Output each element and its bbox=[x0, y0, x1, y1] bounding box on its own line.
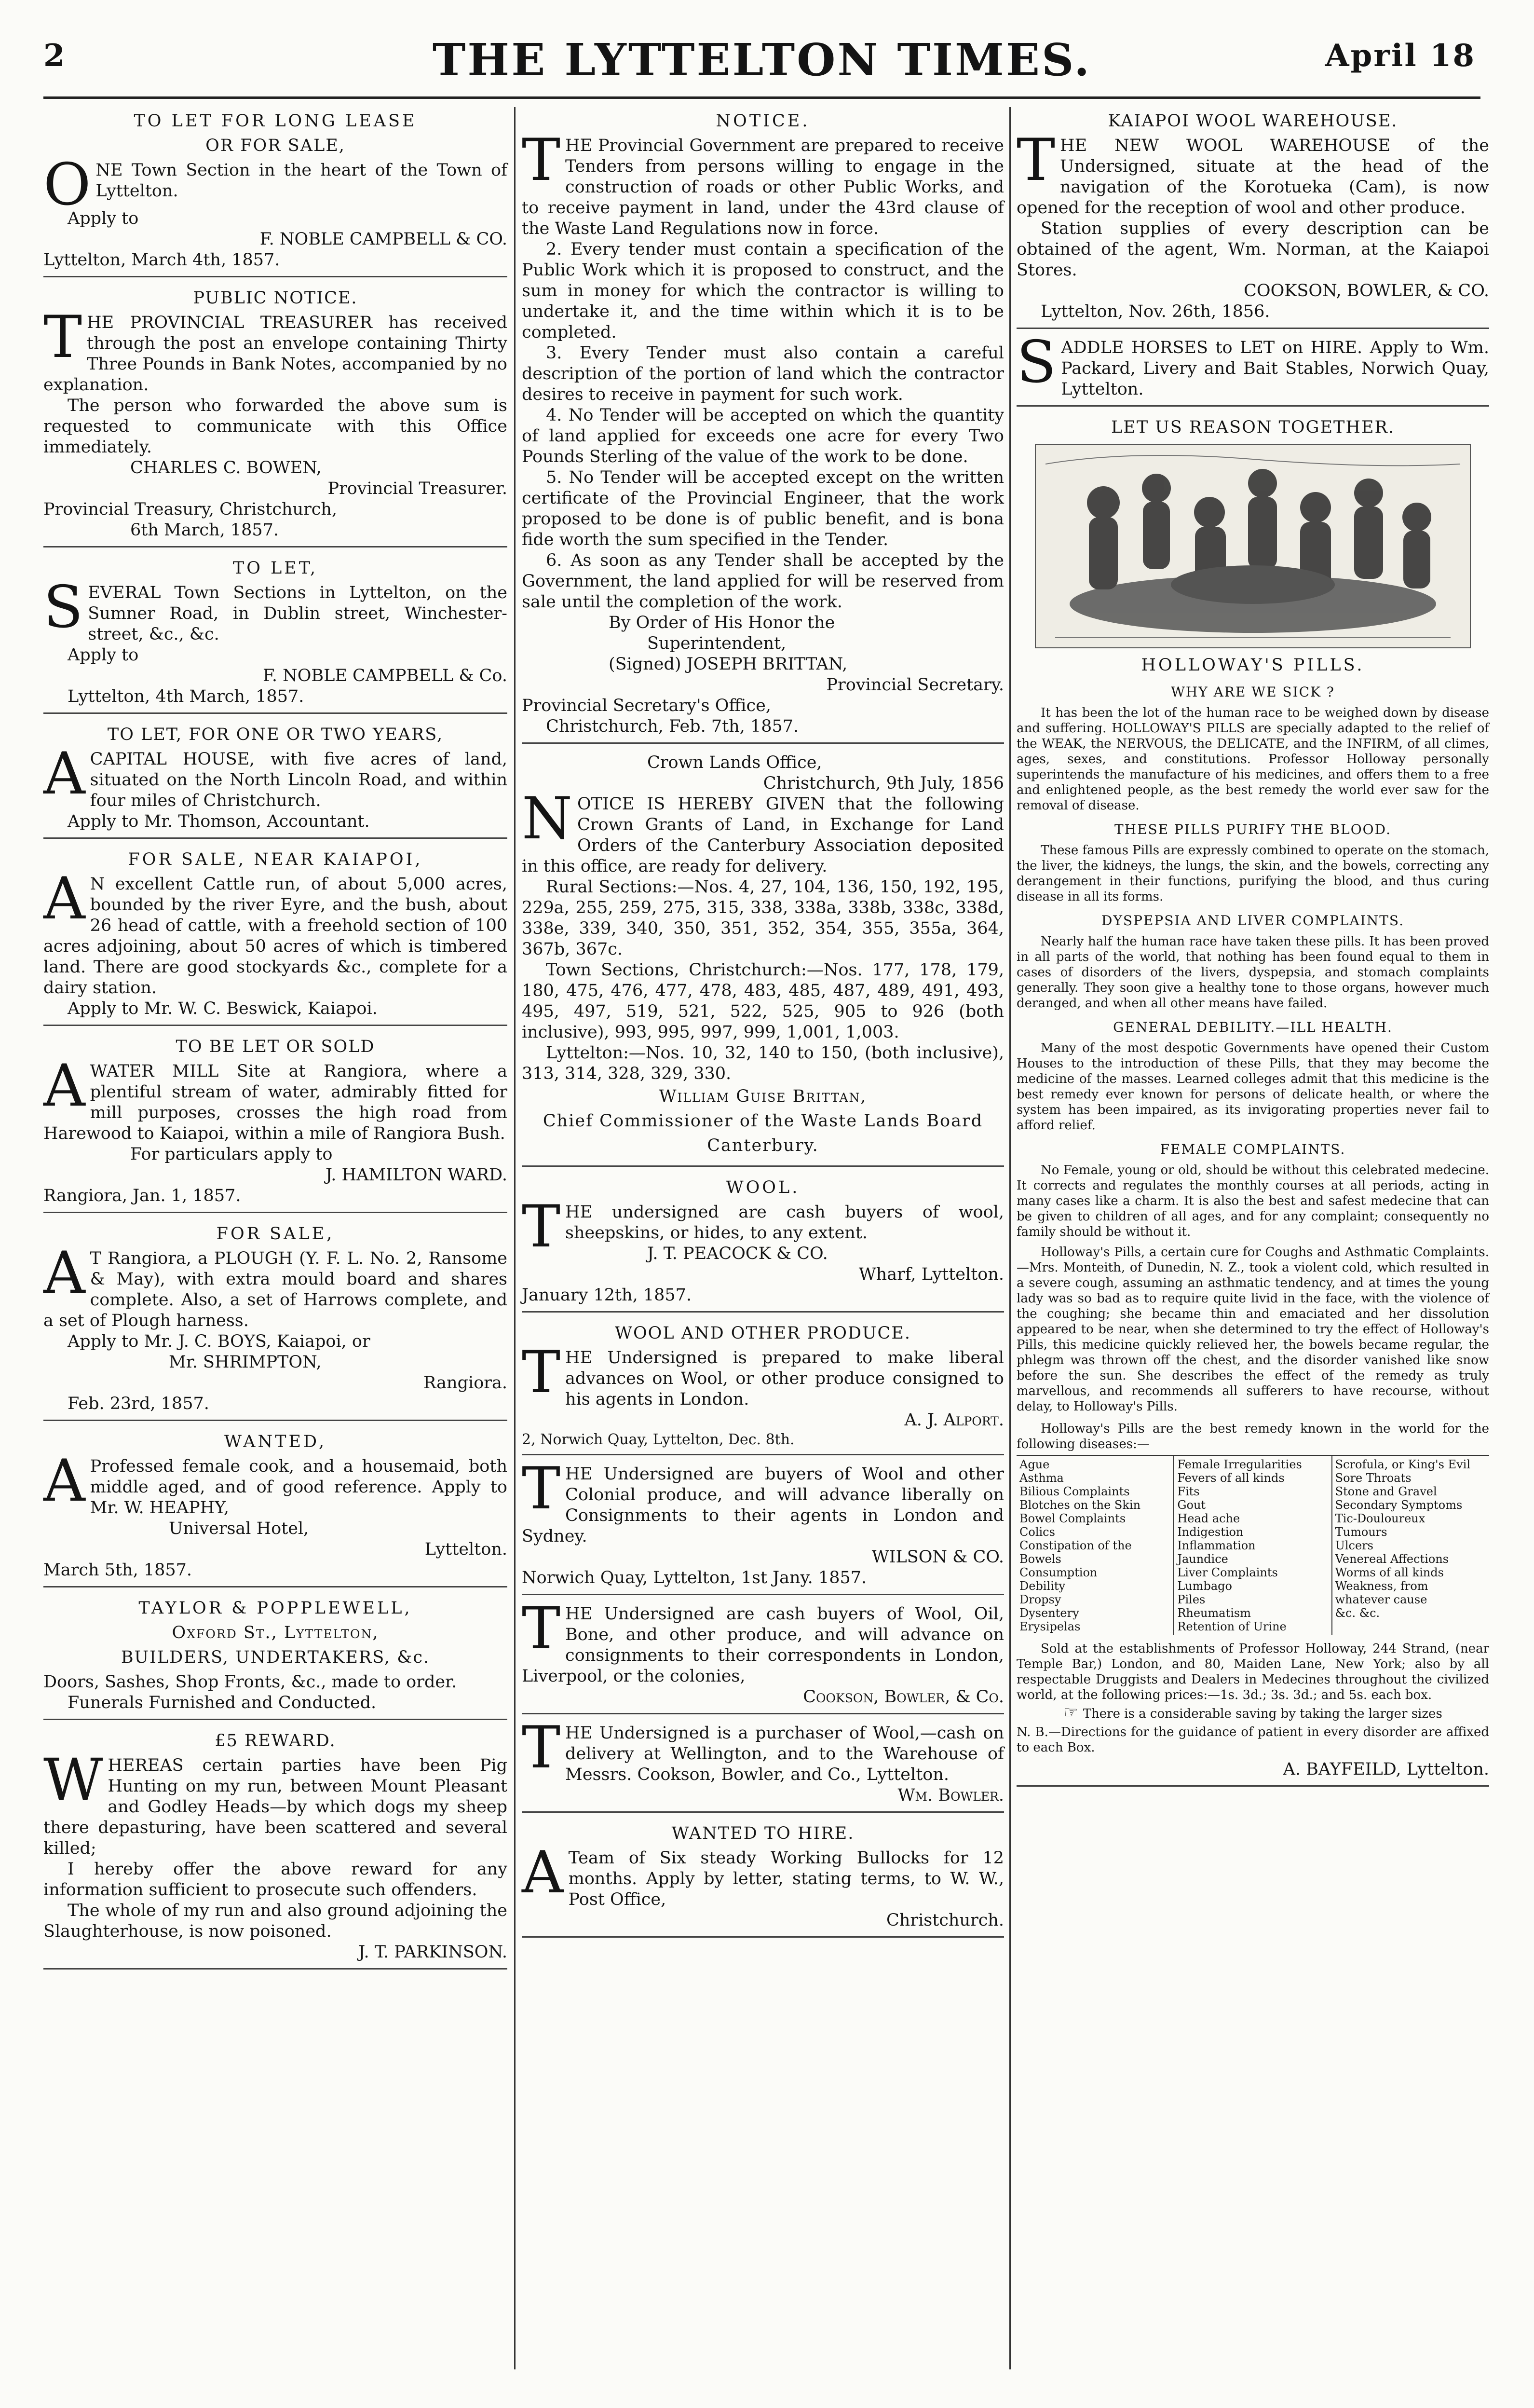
ad-heading: PUBLIC NOTICE. bbox=[193, 288, 358, 308]
issue-date: April 18 bbox=[1325, 38, 1476, 74]
ad-rural-sections: Rural Sections:—Nos. 4, 27, 104, 136, 150, 192, 195, 229a, 255, 259, 275, 315, 338, 338a, 338b, 338c, 338d, 338e, 339, 340, 350, 351, 352, 354, 355, 355a, 364, 367b, 367c. bbox=[522, 877, 1004, 959]
disease-item: Piles bbox=[1177, 1593, 1206, 1606]
ad-body: The whole of my run and also ground adjoining the Slaughterhouse, is now poisoned. bbox=[43, 1901, 507, 1941]
ad-body: Professed female cook, and a housemaid, both middle aged, and of good reference. Apply to Mr. W. HEAPHY, bbox=[90, 1457, 507, 1518]
disease-item: &c. &c. bbox=[1335, 1606, 1380, 1620]
drop-cap: T bbox=[522, 1193, 561, 1260]
disease-item: Sore Throats bbox=[1335, 1471, 1412, 1485]
disease-item: Gout bbox=[1177, 1498, 1206, 1512]
disease-item: Retention of Urine bbox=[1177, 1620, 1287, 1633]
ad-heading: WOOL. bbox=[726, 1178, 800, 1197]
nb-note: N. B.—Directions for the guidance of patient in every disorder are affixed to each Box. bbox=[1017, 1725, 1489, 1755]
ad-builders bbox=[43, 1594, 507, 1720]
ad-to-let bbox=[43, 554, 507, 714]
ad-heading: TAYLOR & POPPLEWELL, bbox=[138, 1599, 412, 1618]
sold-at: Sold at the establishments of Professor Holloway, 244 Strand, (near Temple Bar,) London, and 80, Maiden Lane, New York; also by all respectable Druggists and Dealers in Medecines throughout the civilized world, at the following prices:—1s. 3d.; 3s. 3d.; and 5s. each box. bbox=[1017, 1642, 1489, 1702]
drop-cap: A bbox=[522, 1839, 564, 1906]
ad-date: Christchurch, Feb. 7th, 1857. bbox=[546, 717, 799, 736]
ad-date: Lyttelton, 4th March, 1857. bbox=[68, 687, 304, 706]
ad-role: Provincial Secretary. bbox=[826, 675, 1004, 695]
ad-heading: LET US REASON TOGETHER. bbox=[1111, 418, 1395, 437]
disease-item: Worms of all kinds bbox=[1335, 1566, 1444, 1579]
ad-date: 6th March, 1857. bbox=[130, 520, 279, 540]
ad-body: Funerals Furnished and Conducted. bbox=[68, 1693, 377, 1712]
ad-cattle-run bbox=[43, 846, 507, 1026]
column-rule bbox=[1009, 107, 1011, 2369]
ad-wool-produce bbox=[522, 1319, 1004, 1455]
ad-kaiapoi-warehouse bbox=[1017, 107, 1489, 329]
ad-name: F. NOBLE CAMPBELL & CO. bbox=[259, 230, 507, 249]
ad-trade: BUILDERS, UNDERTAKERS, &c. bbox=[121, 1648, 430, 1667]
ad-body: 4. No Tender will be accepted on which the quantity of land applied for exceeds one acre for every Two Pounds Sterling of the value of the work to be done. bbox=[522, 406, 1004, 466]
ad-date: Christchurch, 9th July, 1856 bbox=[763, 774, 1004, 793]
drop-cap: T bbox=[522, 127, 561, 194]
ad-wool bbox=[522, 1174, 1004, 1313]
ad-heading: WANTED, bbox=[224, 1432, 326, 1451]
disease-item: Colics bbox=[1019, 1525, 1055, 1539]
agent-name: A. BAYFEILD, Lyttelton. bbox=[1283, 1760, 1489, 1779]
ad-heading: £5 REWARD. bbox=[215, 1731, 336, 1751]
ad-place: Provincial Treasury, Christchurch, bbox=[43, 500, 338, 519]
ad-body: 6. As soon as any Tender shall be accepted by the Government, the land applied for will be reserved from sale until the completion of the work. bbox=[522, 551, 1004, 612]
ad-plough bbox=[43, 1220, 507, 1421]
ad-name: F. NOBLE CAMPBELL & Co. bbox=[262, 666, 507, 685]
ad-date: Feb. 23rd, 1857. bbox=[68, 1394, 209, 1413]
diseases-column bbox=[1017, 1456, 1174, 1635]
ad-place: Lyttelton. bbox=[424, 1540, 507, 1559]
ad-name: J. HAMILTON WARD. bbox=[325, 1165, 507, 1185]
disease-item: Weakness, from whatever cause bbox=[1335, 1579, 1428, 1606]
disease-item: Bilious Complaints bbox=[1019, 1485, 1130, 1498]
disease-item: Inflammation bbox=[1177, 1539, 1256, 1552]
newspaper-title: THE LYTTELTON TIMES. bbox=[432, 34, 1092, 86]
ad-body: T Rangiora, a PLOUGH (Y. F. L. No. 2, Ransome & May), with extra mould board and shares complete. Also, a set of Harrows complete, and a set of Plough harness. bbox=[43, 1249, 507, 1330]
disease-item: Scrofula, or King's Evil bbox=[1335, 1458, 1470, 1471]
ad-order: By Order of His Honor the bbox=[609, 613, 835, 632]
ad-body: EVERAL Town Sections in Lyttelton, on the Sumner Road, in Dublin street, Winchester-street, &c., &c. bbox=[88, 583, 507, 644]
disease-item: Secondary Symptoms bbox=[1335, 1498, 1463, 1512]
drop-cap: T bbox=[522, 1595, 561, 1662]
ad-address: Oxford St., Lyttelton, bbox=[172, 1623, 379, 1642]
ad-crown-lands bbox=[522, 751, 1004, 1167]
column-left bbox=[43, 107, 507, 1970]
ad-heading: TO LET, FOR ONE OR TWO YEARS, bbox=[107, 725, 444, 744]
ad-date: March 5th, 1857. bbox=[43, 1560, 192, 1580]
ad-wanted bbox=[43, 1428, 507, 1587]
ad-name: Cookson, Bowler, & Co. bbox=[803, 1687, 1004, 1707]
ad-apply: Apply to bbox=[68, 645, 139, 665]
ad-body: HE undersigned are cash buyers of wool, sheepskins, or hides, to any extent. bbox=[565, 1203, 1004, 1243]
disease-item: Consumption bbox=[1019, 1566, 1098, 1579]
disease-item: Fits bbox=[1177, 1485, 1200, 1498]
ad-apply: Apply to Mr. W. C. Beswick, Kaiapoi. bbox=[68, 999, 378, 1018]
ad-body: N excellent Cattle run, of about 5,000 acres, bounded by the river Eyre, and the bush, about 26 head of cattle, with a freehold section of 100 acres adjoining, about 50 acres of which is timbered land. There are good stockyards &c., complete for a dairy station. bbox=[43, 875, 507, 998]
ad-date: Rangiora, Jan. 1, 1857. bbox=[43, 1186, 241, 1205]
ad-body: WATER MILL Site at Rangiora, where a plentiful stream of water, admirably fitted for mill purposes, crosses the high road from Harewood to Kaiapoi, within a mile of Rangiora Bush. bbox=[43, 1062, 507, 1143]
ad-heading: TO BE LET OR SOLD bbox=[176, 1037, 375, 1056]
column-rule bbox=[514, 107, 516, 2369]
section-body: It has been the lot of the human race to be weighed down by disease and suffering. HOLLOWAY'S PILLS are specially adapted to the relief of the WEAK, the NERVOUS, the DELICATE, and the INFIRM, of all climes, ages, sexes, and constitutions. Professor Holloway personally superintends the manufacture of his medicines, and offers them to a free and enlightened people, as the best remedy the world ever saw for the removal of disease. bbox=[1017, 706, 1489, 813]
section-heading: GENERAL DEBILITY.—ILL HEALTH. bbox=[1113, 1019, 1393, 1035]
disease-item: Dropsy bbox=[1019, 1593, 1061, 1606]
ad-date: Lyttelton, March 4th, 1857. bbox=[43, 250, 280, 270]
ad-name: Wm. Bowler. bbox=[897, 1786, 1004, 1805]
ad-body: ADDLE HORSES to LET on HIRE. Apply to Wm. Packard, Livery and Bait Stables, Norwich Quay, Lyttelton. bbox=[1061, 338, 1489, 399]
ad-name: COOKSON, BOWLER, & CO. bbox=[1244, 281, 1489, 301]
ad-reward bbox=[43, 1727, 507, 1970]
ad-body: HE PROVINCIAL TREASURER has received through the post an envelope containing Thirty Three Pounds in Bank Notes, accompanied by no explanation. bbox=[43, 313, 507, 395]
disease-item: Stone and Gravel bbox=[1335, 1485, 1437, 1498]
ad-heading: NOTICE. bbox=[716, 111, 810, 131]
drop-cap: S bbox=[43, 574, 83, 641]
disease-item: Bowel Complaints bbox=[1019, 1512, 1126, 1525]
disease-item: Venereal Affections bbox=[1335, 1552, 1449, 1566]
ad-body: NE Town Section in the heart of the Town of Lyttelton. bbox=[95, 161, 507, 201]
disease-item: Rheumatism bbox=[1177, 1606, 1251, 1620]
diseases-column bbox=[1332, 1456, 1489, 1635]
disease-item: Debility bbox=[1019, 1579, 1066, 1593]
pointing-hand-icon: ☞ bbox=[1063, 1703, 1078, 1722]
ad-body: I hereby offer the above reward for any information sufficient to prosecute such offenders. bbox=[43, 1860, 507, 1900]
ad-heading: FOR SALE, NEAR KAIAPOI, bbox=[128, 850, 423, 869]
disease-item: Lumbago bbox=[1177, 1579, 1232, 1593]
ad-saddle-horses bbox=[1017, 329, 1489, 407]
drop-cap: O bbox=[43, 151, 91, 219]
ad-cookson bbox=[522, 1595, 1004, 1714]
disease-item: Female Irregularities bbox=[1177, 1458, 1302, 1471]
ad-body: 3. Every Tender must also contain a careful description of the portion of land which the contractor desires to receive in payment for such work. bbox=[522, 343, 1004, 404]
section-heading: WHY ARE WE SICK ? bbox=[1171, 684, 1335, 700]
ad-name: WILSON & CO. bbox=[871, 1547, 1004, 1567]
ad-name: J. T. PEACOCK & CO. bbox=[647, 1244, 828, 1263]
ad-body: Station supplies of every description can be obtained of the agent, Wm. Norman, at the Kaiapoi Stores. bbox=[1017, 219, 1489, 280]
ad-body: HE Undersigned is a purchaser of Wool,—cash on delivery at Wellington, and to the Warehouse of Messrs. Cookson, Bowler, and Co., Lyttelton. bbox=[565, 1724, 1004, 1784]
ad-date: January 12th, 1857. bbox=[522, 1286, 692, 1305]
ad-body: HE NEW WOOL WAREHOUSE of the Undersigned, situate at the head of the navigation of the Korotueka (Cam), is now opened for the reception of wool and other produce. bbox=[1017, 136, 1489, 218]
ad-name: (Signed) JOSEPH BRITTAN, bbox=[609, 655, 848, 674]
ad-apply: Apply to bbox=[68, 209, 139, 228]
section-body: Many of the most despotic Governments have opened their Custom Houses to the introduction of these Pills, that they may become the medicine of the masses. Learned colleges admit that this medicine is the best remedy ever known for persons of delicate health, or where the system has been impaired, as its invigorating properties never fail to afford relief. bbox=[1017, 1041, 1489, 1133]
section-heading: DYSPEPSIA AND LIVER COMPLAINTS. bbox=[1101, 913, 1404, 929]
disease-item: Tumours bbox=[1335, 1525, 1387, 1539]
ad-role: Provincial Treasurer. bbox=[327, 479, 507, 498]
disease-item: Ague bbox=[1019, 1458, 1050, 1471]
column-middle bbox=[522, 107, 1004, 1938]
ad-place: Rangiora. bbox=[423, 1373, 507, 1393]
ad-apply: For particulars apply to bbox=[130, 1145, 333, 1164]
ad-heading: TO LET FOR LONG LEASE bbox=[134, 111, 417, 131]
section-body: Nearly half the human race have taken these pills. It has been proved in all parts of the world, that nothing has been found equal to them in cases of disorders of the livers, dyspepsia, and stomach complaints generally. They soon give a healthy tone to those organs, however much deranged, and when all other means have failed. bbox=[1017, 934, 1489, 1011]
ad-name: A. J. Alport. bbox=[904, 1410, 1004, 1430]
saving-note bbox=[1017, 1705, 1489, 1722]
ad-name: William Guise Brittan, bbox=[659, 1087, 867, 1106]
ad-order: Superintendent, bbox=[647, 634, 787, 653]
section-body: No Female, young or old, should be without this celebrated medecine. It corrects and regulates the monthly courses at all periods, acting in many cases like a charm. It is also the best and safest medecine that can be given to children of all ages, and for any complaint; consequently no family should be without it. bbox=[1017, 1163, 1489, 1239]
disease-item: Dysentery bbox=[1019, 1606, 1079, 1620]
ad-body: HEREAS certain parties have been Pig Hunting on my run, between Mount Pleasant and Godley Heads—by which dogs my sheep there depasturing, have been scattered and several killed; bbox=[43, 1756, 507, 1858]
drop-cap: A bbox=[43, 1240, 85, 1307]
ad-long-lease bbox=[43, 107, 507, 277]
engraving-illustration bbox=[1035, 444, 1471, 648]
ad-heading: FOR SALE, bbox=[216, 1224, 335, 1244]
column-right bbox=[1017, 107, 1489, 1787]
ad-heading: TO LET, bbox=[232, 559, 318, 578]
disease-item: Head ache bbox=[1177, 1512, 1240, 1525]
section-heading: FEMALE COMPLAINTS. bbox=[1160, 1141, 1346, 1157]
ad-body: Doors, Sashes, Shop Fronts, &c., made to order. bbox=[43, 1672, 457, 1692]
ad-date: Norwich Quay, Lyttelton, 1st Jany. 1857. bbox=[522, 1568, 867, 1587]
drop-cap: A bbox=[43, 865, 85, 932]
testimonial: Holloway's Pills, a certain cure for Coughs and Asthmatic Complaints.—Mrs. Monteith, of Dunedin, N. Z., took a violent cold, which resulted in a severe cough, assuming an asthmatic tendency, and at times the young lady was so bad as to require quite livid in the face, with the violence of the coughing; she became thin and emaciated and her dissolution appeared to be near, when she determined to try the effect of Holloway's Pills, this medicine quickly relieved her, the bowels became regular, the phlegm was thrown off the chest, and the disorder vanished like snow before the sun. She describes the effect of the remedy as truly marvellous, and recommends all sufferers to have recourse, without delay, to Holloway's Pills. bbox=[1017, 1245, 1489, 1414]
disease-item: Tic-Douloureux bbox=[1335, 1512, 1425, 1525]
diseases-intro: Holloway's Pills are the best remedy known in the world for the following diseases:— bbox=[1017, 1422, 1489, 1451]
drop-cap: T bbox=[1017, 127, 1056, 194]
disease-item: Liver Complaints bbox=[1177, 1566, 1278, 1579]
ad-date: Lyttelton, Nov. 26th, 1856. bbox=[1041, 302, 1270, 321]
section-body: These famous Pills are expressly combined to operate on the stomach, the liver, the kidneys, the lungs, the skin, and the bowels, correcting any derangement in their functions, purifying the blood, and thus curing disease in all its forms. bbox=[1017, 843, 1489, 904]
ad-role: Chief Commissioner of the Waste Lands Board bbox=[543, 1111, 983, 1131]
ad-notice-tenders bbox=[522, 107, 1004, 744]
drop-cap: A bbox=[43, 1053, 85, 1120]
ad-place: Canterbury. bbox=[707, 1136, 819, 1155]
drop-cap: T bbox=[522, 1714, 561, 1781]
ad-body: HE Undersigned are buyers of Wool and other Colonial produce, and will advance liberally on Consignments to their agents in London and Sydney. bbox=[522, 1464, 1004, 1546]
ad-body: CAPITAL HOUSE, with five acres of land, situated on the North Lincoln Road, and within four miles of Christchurch. bbox=[90, 750, 507, 810]
disease-item: Ulcers bbox=[1335, 1539, 1373, 1552]
ad-name: CHARLES C. BOWEN, bbox=[130, 458, 322, 478]
disease-item: Jaundice bbox=[1177, 1552, 1228, 1566]
ad-address: 2, Norwich Quay, Lyttelton, Dec. 8th. bbox=[522, 1431, 795, 1448]
section-heading: THESE PILLS PURIFY THE BLOOD. bbox=[1114, 821, 1391, 837]
disease-item: Asthma bbox=[1019, 1471, 1064, 1485]
disease-item: Fevers of all kinds bbox=[1177, 1471, 1285, 1485]
ad-lyttelton-sections: Lyttelton:—Nos. 10, 32, 140 to 150, (both inclusive), 313, 314, 328, 329, 330. bbox=[522, 1043, 1004, 1083]
diseases-table bbox=[1017, 1455, 1489, 1635]
drop-cap: A bbox=[43, 740, 85, 807]
ad-subheading: OR FOR SALE, bbox=[205, 136, 345, 155]
drop-cap: W bbox=[43, 1747, 103, 1814]
ad-heading: KAIAPOI WOOL WAREHOUSE. bbox=[1108, 111, 1398, 131]
ad-place: Christchurch. bbox=[886, 1911, 1004, 1930]
ad-apply: Apply to Mr. J. C. BOYS, Kaiapoi, or bbox=[68, 1332, 370, 1351]
drop-cap: S bbox=[1017, 329, 1057, 396]
ad-body: OTICE IS HEREBY GIVEN that the following Crown Grants of Land, in Exchange for Land Orders of the Canterbury Association deposited in this office, are ready for delivery. bbox=[522, 794, 1004, 876]
ad-body: 2. Every tender must contain a specification of the Public Work which it is proposed to construct, and the sum in money for which the contractor is willing to undertake it, and the time within which it is to be completed. bbox=[522, 240, 1004, 342]
disease-item: Indigestion bbox=[1177, 1525, 1244, 1539]
ad-body: The person who forwarded the above sum is requested to communicate with this Office immediately. bbox=[43, 396, 507, 457]
drop-cap: T bbox=[522, 1339, 561, 1406]
ad-wanted-to-hire bbox=[522, 1820, 1004, 1938]
ad-name: Mr. SHRIMPTON, bbox=[169, 1353, 322, 1372]
disease-item: Erysipelas bbox=[1019, 1620, 1081, 1633]
ad-apply: Apply to Mr. Thomson, Accountant. bbox=[68, 812, 370, 831]
disease-item: Blotches on the Skin bbox=[1019, 1498, 1141, 1512]
ad-place: Provincial Secretary's Office, bbox=[522, 696, 771, 715]
ad-body: HE Undersigned is prepared to make liberal advances on Wool, or other produce consigned to his agents in London. bbox=[565, 1348, 1004, 1409]
ad-wilson bbox=[522, 1455, 1004, 1595]
diseases-column bbox=[1174, 1456, 1332, 1635]
ad-public-notice bbox=[43, 284, 507, 547]
ad-body: 5. No Tender will be accepted except on the written certificate of the Provincial Engineer, that the work proposed to be done is of public benefit, and is bona fide worth the sum specified in the Tender. bbox=[522, 468, 1004, 549]
drop-cap: T bbox=[43, 304, 82, 371]
ad-holloways-pills bbox=[1017, 413, 1489, 1787]
ad-body: Team of Six steady Working Bullocks for 12 months. Apply by letter, stating terms, to W. W., Post Office, bbox=[568, 1848, 1004, 1909]
drop-cap: A bbox=[43, 1448, 85, 1515]
ad-place: Universal Hotel, bbox=[169, 1519, 309, 1538]
ad-office: Crown Lands Office, bbox=[647, 753, 822, 772]
ad-town-sections: Town Sections, Christchurch:—Nos. 177, 178, 179, 180, 475, 476, 477, 478, 483, 485, 487, 489, 491, 493, 495, 497, 519, 521, 522, 525, 905 to 926 (both inclusive), 993, 995, 997, 999, 1,001, 1,003. bbox=[522, 960, 1004, 1042]
page-number: 2 bbox=[43, 38, 65, 74]
ad-heading: WOOL AND OTHER PRODUCE. bbox=[614, 1324, 911, 1343]
drop-cap: T bbox=[522, 1455, 561, 1522]
drop-cap: N bbox=[522, 785, 572, 852]
disease-item: Constipation of the Bowels bbox=[1019, 1539, 1132, 1566]
masthead bbox=[43, 29, 1480, 99]
ad-capital-house bbox=[43, 721, 507, 839]
ad-water-mill bbox=[43, 1033, 507, 1213]
ad-heading: WANTED TO HIRE. bbox=[671, 1824, 855, 1843]
ad-name: J. T. PARKINSON. bbox=[358, 1943, 507, 1962]
saving-text: There is a considerable saving by taking the larger sizes bbox=[1083, 1707, 1442, 1721]
ad-body: HE Provincial Government are prepared to receive Tenders from persons willing to engage in the construction of roads or other Public Works, and to receive payment in land, under the 43rd clause of the Waste Land Regulations now in force. bbox=[522, 136, 1004, 238]
ad-place: Wharf, Lyttelton. bbox=[858, 1265, 1004, 1284]
ad-bowler bbox=[522, 1714, 1004, 1813]
pills-title: HOLLOWAY'S PILLS. bbox=[1141, 656, 1365, 675]
ad-body: HE Undersigned are cash buyers of Wool, Oil, Bone, and other produce, and will advance on consignments to their correspondents in London, Liverpool, or the colonies, bbox=[522, 1604, 1004, 1686]
